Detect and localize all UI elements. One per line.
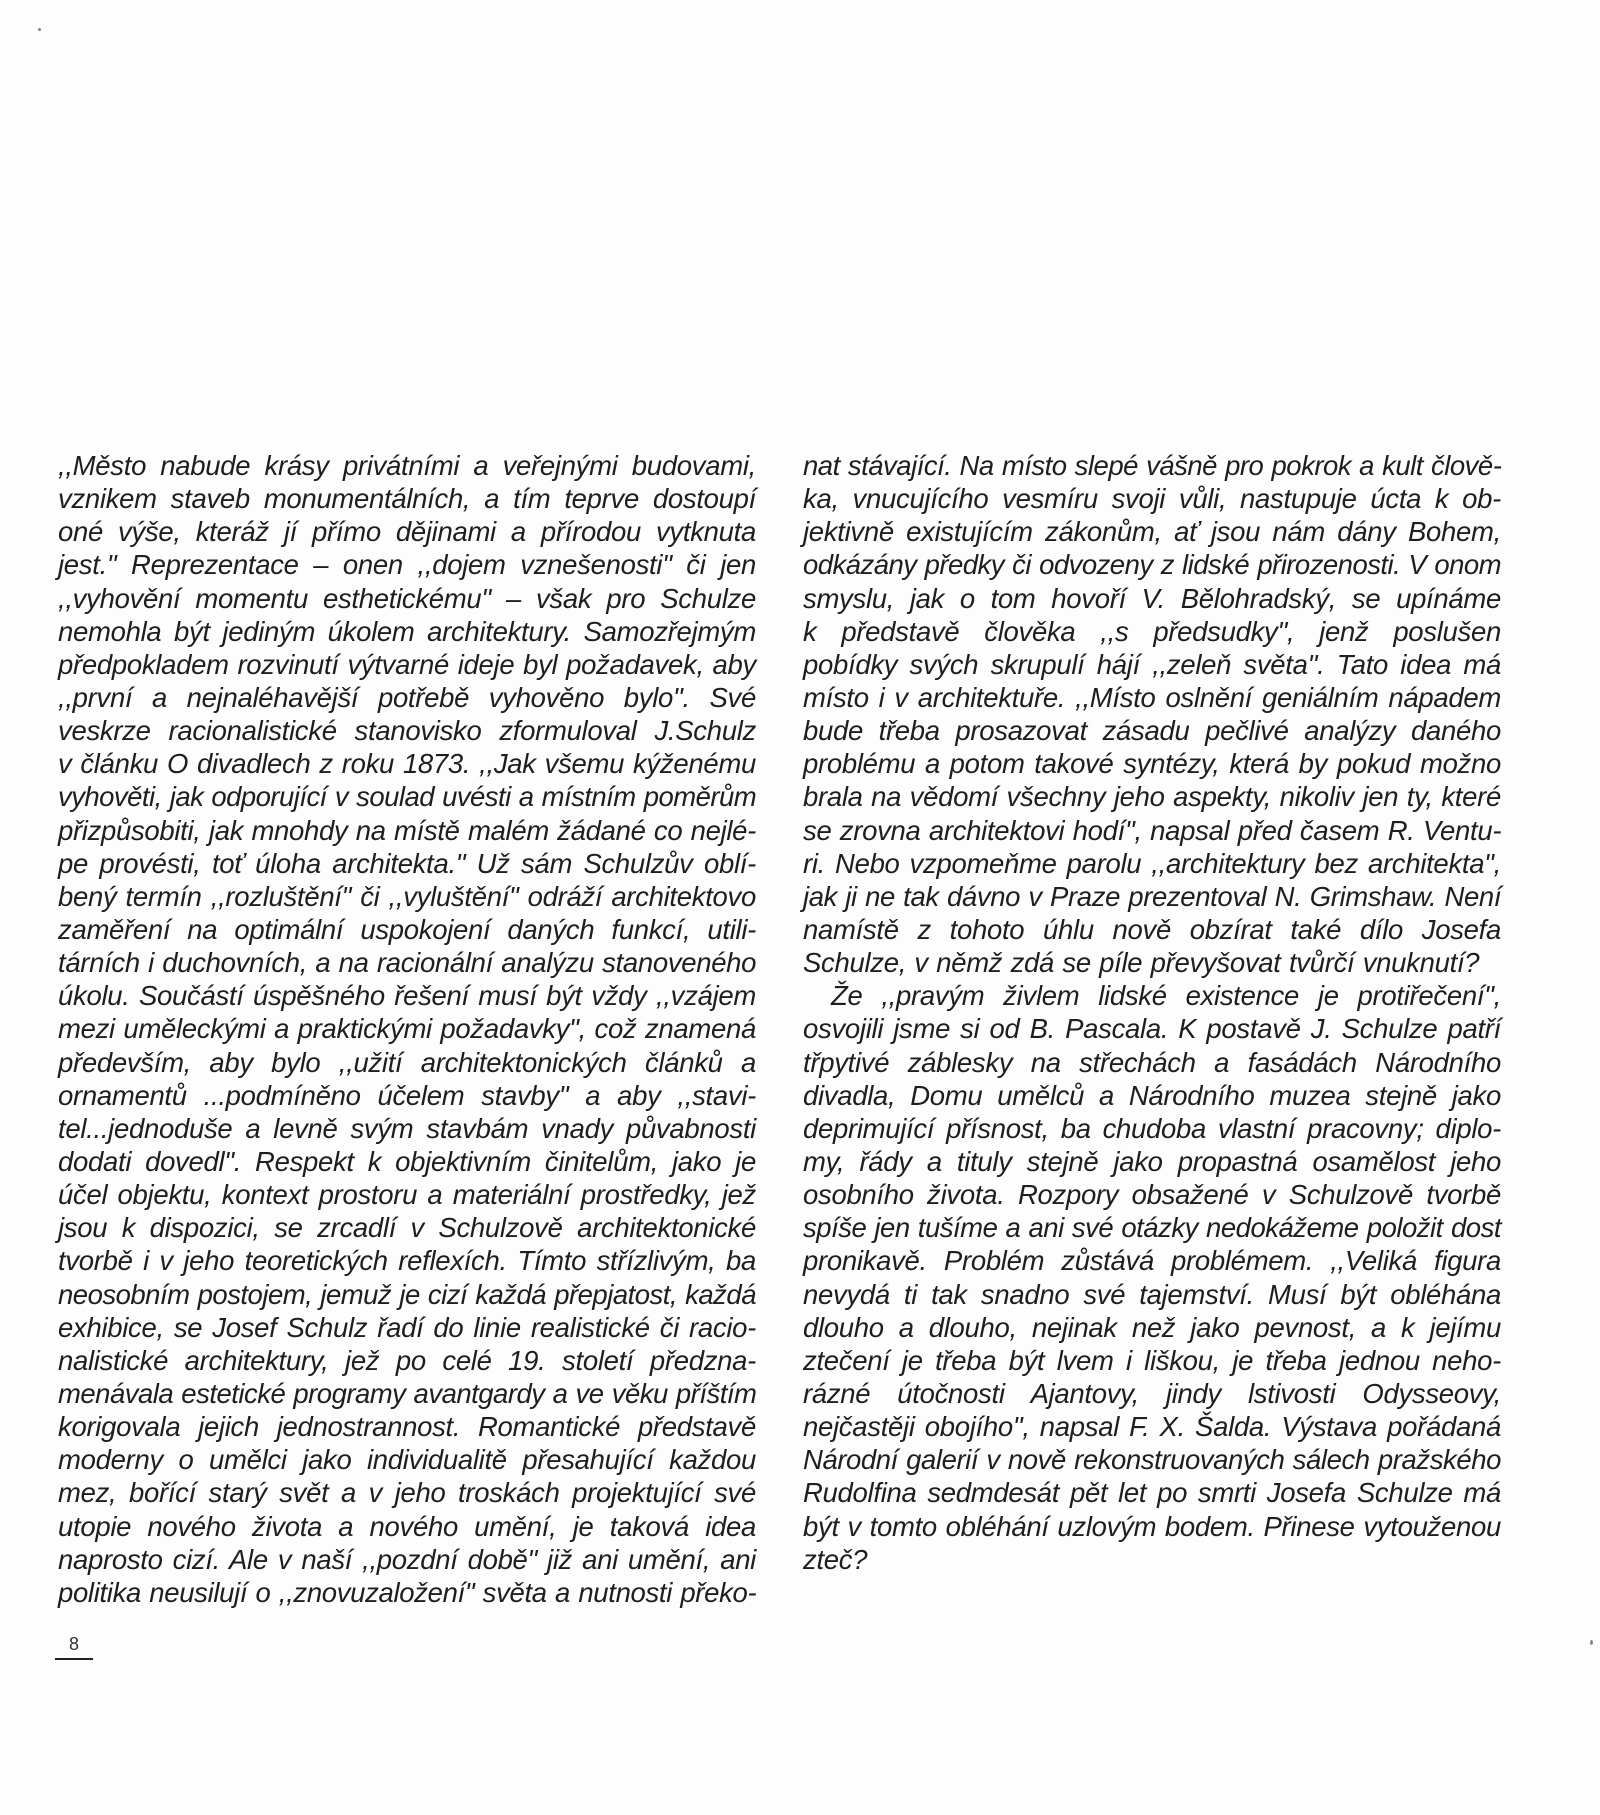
text-line: odkázány předky či odvozeny z lidské přirozenosti. V onom	[803, 549, 1501, 581]
text-line: ,,první a nejnaléhavější potřebě vyhověno bylo". Své	[58, 681, 756, 713]
text-line: tárních i duchovních, a na racionální analýzu stanoveného	[58, 947, 757, 979]
text-line: zaměření na optimální uspokojení daných funkcí, utili-	[58, 913, 756, 945]
text-line: ornamentů ...podmíněno účelem stavby" a aby ,,stavi-	[58, 1079, 756, 1111]
scan-speck	[1590, 1640, 1593, 1645]
text-line: menávala estetické programy avantgardy a ve věku příštím	[58, 1377, 757, 1409]
text-line: mezi uměleckými a praktickými požadavky", což znamená	[58, 1013, 756, 1045]
text-line: naprosto cizí. Ale v naší ,,pozdní době" již ani umění, ani	[58, 1543, 756, 1575]
text-line: divadla, Domu umělců a Národního muzea stejně jako	[803, 1079, 1501, 1111]
text-line: úkolu. Součástí úspěšného řešení musí být vždy ,,vzájem	[58, 980, 756, 1012]
text-line: deprimující přísnost, ba chudoba vlastní pracovny; diplo-	[803, 1112, 1501, 1144]
text-line: pobídky svých skrupulí hájí ,,zeleň světa". Tato idea má	[803, 648, 1501, 680]
text-line: nejčastěji obojího", napsal F. X. Šalda. Výstava pořádaná	[803, 1411, 1501, 1443]
text-line: ri. Nebo vzpomeňme parolu ,,architektury bez architekta",	[803, 847, 1501, 879]
text-line: se zrovna architektovi hodí", napsal před časem R. Ventu-	[803, 814, 1502, 846]
text-line: pe provésti, toť úloha architekta." Už sám Schulzův oblí-	[58, 847, 756, 879]
text-line: Národní galerií v nově rekonstruovaných sálech pražského	[803, 1444, 1501, 1476]
text-line: neosobním postojem, jemuž je cizí každá přepjatost, každá	[58, 1278, 756, 1310]
text-line: bude třeba prosazovat zásadu pečlivé analýzy daného	[803, 715, 1501, 747]
text-line: dodati dovedl". Respekt k objektivním činitelům, jako je	[58, 1145, 756, 1177]
text-line: k představě člověka ,,s předsudky", jenž poslušen	[803, 615, 1501, 647]
text-line: tel...jednoduše a levně svým stavbám vnady půvabnosti	[58, 1112, 756, 1144]
right-text-column	[803, 449, 1501, 1576]
text-line: tvorbě i v jeho teoretických reflexích. Tímto střízlivým, ba	[58, 1245, 756, 1277]
text-line: ztečení je třeba být lvem i liškou, je třeba jednou neho-	[803, 1344, 1501, 1376]
paragraph-last-line: Schulze, v němž zdá se píle převyšovat tvůrčí vnuknutí?	[803, 947, 1480, 979]
paragraph-last-line: zteč?	[803, 1543, 868, 1575]
text-line: spíše jen tušíme a ani své otázky nedokážeme položit dost	[803, 1212, 1501, 1244]
text-line: osobního života. Rozpory obsažené v Schulzově tvorbě	[803, 1179, 1501, 1211]
scan-speck	[38, 28, 41, 31]
text-line: dlouho a dlouho, nejinak než jako pevnost, a k jejímu	[803, 1311, 1501, 1343]
text-line: ka, vnucujícího vesmíru svoji vůli, nastupuje úcta k ob-	[803, 483, 1501, 515]
page-number-rule	[55, 1658, 93, 1660]
text-line: jektivně existujícím zákonům, ať jsou nám dány Bohem,	[803, 516, 1501, 548]
text-line: exhibice, se Josef Schulz řadí do linie realistické či racio-	[58, 1311, 756, 1343]
text-line: předpokladem rozvinutí výtvarné ideje byl požadavek, aby	[58, 648, 756, 680]
text-line: veskrze racionalistické stanovisko zformuloval J.Schulz	[58, 715, 756, 747]
text-line: místo i v architektuře. ,,Místo oslnění geniálním nápadem	[803, 681, 1501, 713]
text-line: bený termín ,,rozluštění" či ,,vyluštění" odráží architektovo	[58, 880, 756, 912]
page-number: 8	[68, 1634, 79, 1654]
text-line: korigovala jejich jednostrannost. Romantické představě	[58, 1411, 756, 1443]
text-line: pronikavě. Problém zůstává problémem. ,,Veliká figura	[803, 1245, 1501, 1277]
paragraph-first-line: Že ,,pravým živlem lidské existence je protiřečení",	[831, 980, 1501, 1012]
text-line: mez, bořící starý svět a v jeho troskách projektující své	[58, 1477, 756, 1509]
text-line: vyhověti, jak odporující v soulad uvésti a místním poměrům	[58, 781, 757, 813]
text-line: nemohla být jediným úkolem architektury. Samozřejmým	[58, 615, 756, 647]
left-text-column	[58, 449, 756, 1609]
text-line: brala na vědomí všechny jeho aspekty, nikoliv jen ty, které	[803, 781, 1501, 813]
text-line: jsou k dispozici, se zrcadlí v Schulzově architektonické	[58, 1212, 756, 1244]
text-line: být v tomto obléhání uzlovým bodem. Přinese vytouženou	[803, 1510, 1501, 1542]
text-line: moderny o umělci jako individualitě přesahující každou	[58, 1444, 756, 1476]
text-line: ,,Město nabude krásy privátními a veřejnými budovami,	[58, 450, 756, 481]
text-line: především, aby bylo ,,užití architektonických článků a	[58, 1046, 756, 1078]
text-line: rázné útočnosti Ajantovy, jindy lstivosti Odysseovy,	[803, 1377, 1501, 1409]
text-line: nalistické architektury, jež po celé 19. století předzna-	[58, 1344, 756, 1376]
text-line: vznikem staveb monumentálních, a tím teprve dostoupí	[58, 483, 756, 515]
text-line: jak ji ne tak dávno v Praze prezentoval N. Grimshaw. Není	[803, 880, 1502, 912]
text-line: nevydá ti tak snadno své tajemství. Musí být obléhána	[803, 1278, 1501, 1310]
text-line: osvojili jsme si od B. Pascala. K postavě J. Schulze patří	[803, 1013, 1501, 1045]
text-line: utopie nového života a nového umění, je taková idea	[58, 1510, 756, 1542]
text-line: oné výše, kteráž jí přímo dějinami a přírodou vytknuta	[58, 516, 756, 548]
text-line: jest." Reprezentace – onen ,,dojem vznešenosti" či jen	[58, 549, 756, 581]
text-line: Rudolfina sedmdesát pět let po smrti Josefa Schulze má	[803, 1477, 1501, 1509]
text-line: politika neusilují o ,,znovuzaložení" světa a nutnosti překo-	[58, 1576, 757, 1608]
text-line: třpytivé záblesky na střechách a fasádách Národního	[803, 1046, 1501, 1078]
text-line: my, řády a tituly stejně jako propastná osamělost jeho	[803, 1145, 1501, 1177]
text-line: namístě z tohoto úhlu nově obzírat také dílo Josefa	[803, 913, 1501, 945]
text-line: problému a potom takové syntézy, která by pokud možno	[803, 748, 1501, 780]
text-line: účel objektu, kontext prostoru a materiální prostředky, jež	[58, 1179, 756, 1211]
text-line: přizpůsobiti, jak mnohdy na místě malém žádané co nejlé-	[58, 814, 756, 846]
text-line: nat stávající. Na místo slepé vášně pro pokrok a kult člově-	[803, 450, 1502, 481]
text-line: ,,vyhovění momentu esthetickému" – však pro Schulze	[58, 582, 756, 614]
text-line: smyslu, jak o tom hovoří V. Bělohradský, se upínáme	[803, 582, 1501, 614]
text-line: v článku O divadlech z roku 1873. ,,Jak všemu kýženému	[58, 748, 756, 780]
